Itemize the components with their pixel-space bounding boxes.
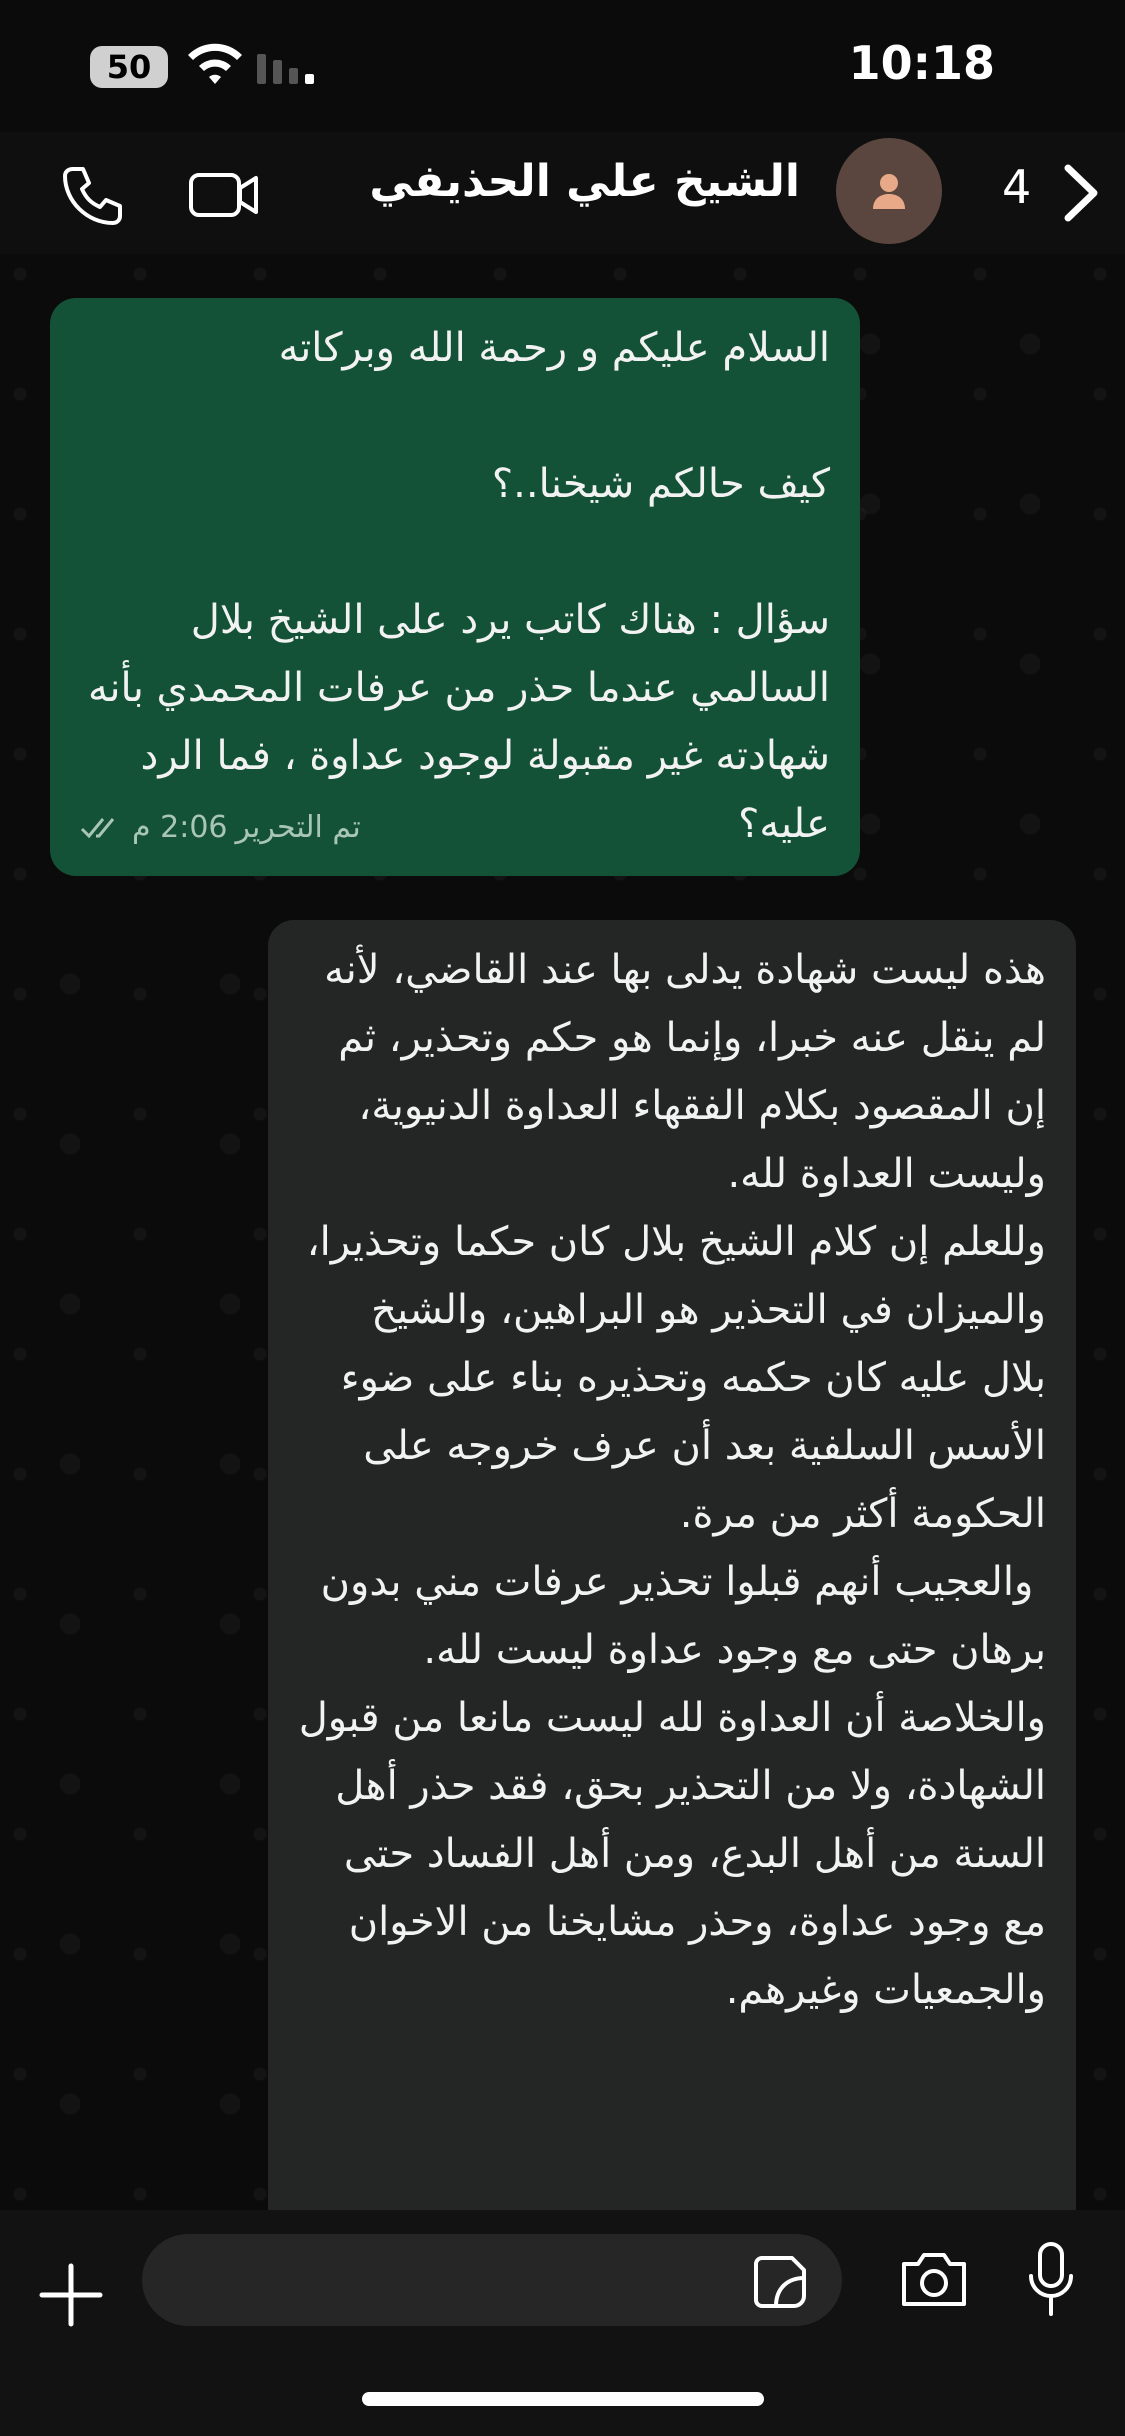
- composer-bar: [0, 2210, 1125, 2436]
- message-meta: [80, 794, 361, 862]
- sticker-icon[interactable]: [752, 2254, 808, 2310]
- status-time: 10:18: [848, 36, 995, 90]
- cellular-signal-icon: [255, 50, 320, 86]
- video-call-button[interactable]: [186, 160, 262, 230]
- avatar-person-icon: [869, 171, 909, 211]
- edited-label: تم التحرير: [235, 810, 361, 845]
- wifi-icon: [185, 44, 245, 88]
- message-text: والخلاصة أن العداوة لله ليست مانعا من قبول الشهادة، ولا من التحذير بحق، فقد حذر أهل السنة من أهل البدع، ومن أهل الفساد حتى مع وجود عداوة، وحذر مشايخنا من الاخوان والجمعيات وغيرهم.: [285, 1695, 1046, 2013]
- voice-call-button[interactable]: [52, 156, 132, 236]
- message-input[interactable]: [142, 2234, 842, 2326]
- camera-icon[interactable]: [898, 2248, 970, 2310]
- phone-icon: [59, 163, 125, 229]
- message-text: السلام عليكم و رحمة الله وبركاته: [278, 325, 830, 371]
- chevron-right-icon[interactable]: [1058, 162, 1104, 224]
- message-time: 2:06 م: [132, 810, 228, 845]
- message-text: وللعلم إن كلام الشيخ بلال كان حكما وتحذيرا، والميزان في التحذير هو البراهين، والشيخ بلال عليه كان حكمه وتحذيره بناء على ضوء الأسس السلفية بعد أن عرف خروجه على الحكومة أكثر من مرة.: [294, 1219, 1046, 1537]
- message-bubble-incoming[interactable]: [268, 920, 1076, 2300]
- chat-header: [0, 132, 1125, 255]
- message-text: سؤال : هناك كاتب يرد على الشيخ بلال السالمي عندما حذر من عرفات المحمدي بأنه شهادته غير مقبولة لوجود عداوة ، فما الرد عليه؟: [75, 597, 830, 847]
- message-bubble-outgoing[interactable]: [50, 298, 860, 876]
- home-indicator: [362, 2392, 764, 2406]
- message-text: والعجيب أنهم قبلوا تحذير عرفات مني بدون برهان حتى مع وجود عداوة ليست لله.: [307, 1559, 1046, 1673]
- read-ticks-icon: [80, 815, 124, 841]
- battery-indicator: 50: [90, 46, 168, 88]
- avatar[interactable]: [836, 138, 942, 244]
- message-text: كيف حالكم شيخنا..؟: [491, 461, 830, 507]
- video-icon: [188, 170, 260, 220]
- status-bar: [0, 0, 1125, 132]
- chat-area[interactable]: [0, 254, 1125, 2210]
- plus-icon[interactable]: [36, 2260, 106, 2330]
- contact-name[interactable]: الشيخ علي الحذيفي: [369, 156, 800, 207]
- microphone-icon[interactable]: [1026, 2240, 1076, 2320]
- back-unread-count[interactable]: 4: [1002, 160, 1032, 214]
- message-text: هذه ليست شهادة يدلى بها عند القاضي، لأنه لم ينقل عنه خبرا، وإنما هو حكم وتحذير، ثم إن المقصود بكلام الفقهاء العداوة الدنيوية، وليست العداوة لله.: [311, 947, 1046, 1197]
